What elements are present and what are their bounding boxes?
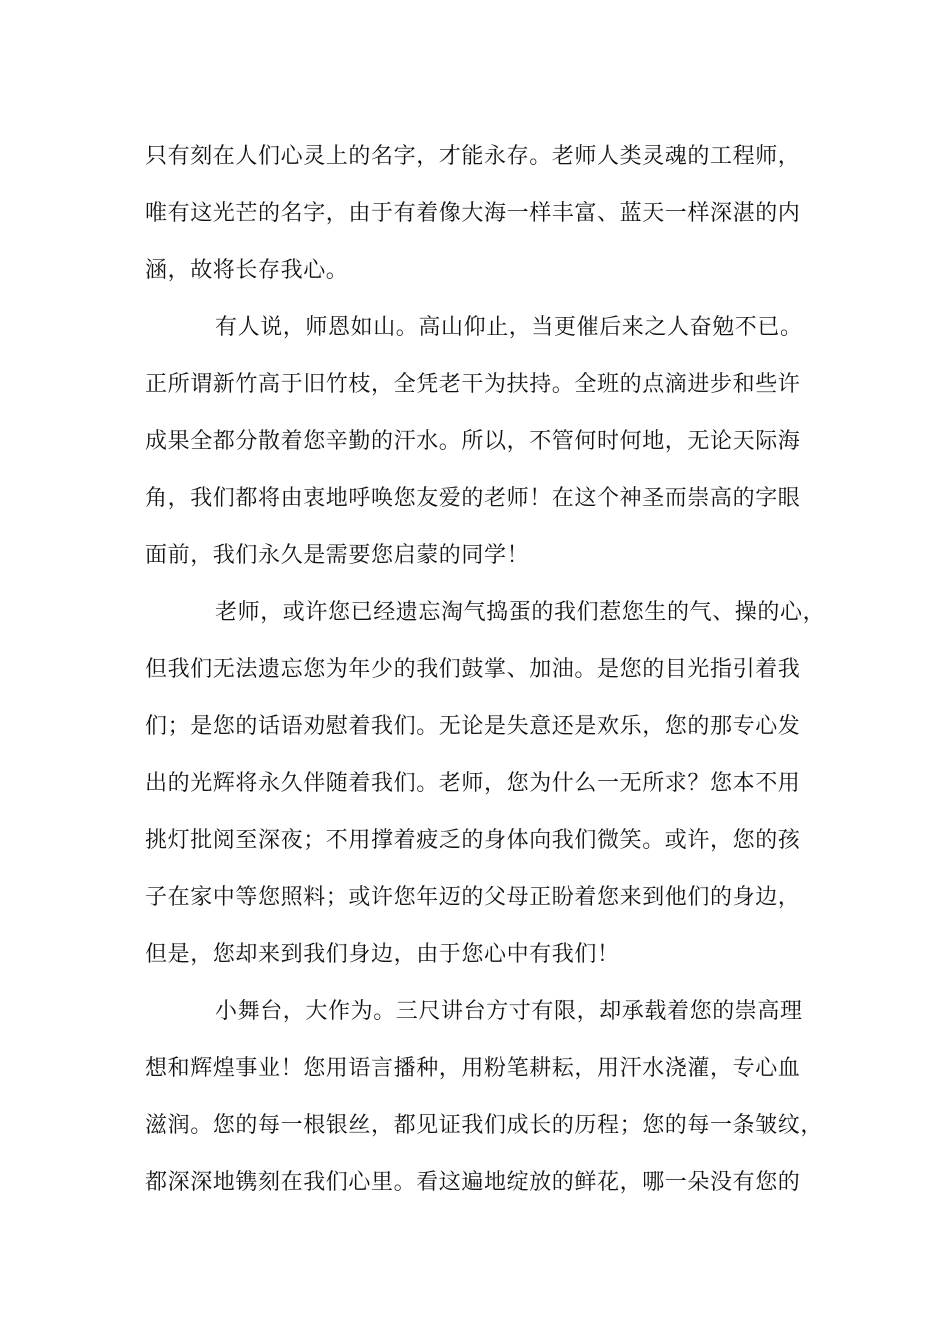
document-body: [145, 128, 835, 1211]
text-line: 小舞台，大作为。三尺讲台方寸有限，却承载着您的崇高理: [215, 999, 803, 1024]
paragraph-1: [145, 128, 835, 299]
text-line: 但我们无法遗忘您为年少的我们鼓掌、加油。是您的目光指引着我: [145, 657, 801, 682]
text-line: 有人说，师恩如山。高山仰止，当更催后来之人奋勉不已。: [215, 315, 803, 340]
text-line: 唯有这光芒的名字，由于有着像大海一样丰富、蓝天一样深湛的内: [145, 201, 801, 226]
text-line: 们；是您的话语劝慰着我们。无论是失意还是欢乐，您的那专心发: [145, 714, 801, 739]
text-line: 正所谓新竹高于旧竹枝，全凭老干为扶持。全班的点滴进步和些许: [145, 372, 801, 397]
text-line: 面前，我们永久是需要您启蒙的同学！: [145, 543, 530, 568]
text-line: 老师，或许您已经遗忘淘气捣蛋的我们惹您生的气、操的心，: [215, 600, 826, 625]
text-line: 挑灯批阅至深夜；不用撑着疲乏的身体向我们微笑。或许，您的孩: [145, 828, 801, 853]
text-line: 成果全都分散着您辛勤的汗水。所以，不管何时何地，无论天际海: [145, 429, 801, 454]
text-line: 想和辉煌事业！您用语言播种，用粉笔耕耘，用汗水浇灌，专心血: [145, 1056, 801, 1081]
text-line: 但是，您却来到我们身边，由于您心中有我们！: [145, 942, 620, 967]
paragraph-4: [145, 983, 835, 1211]
text-line: 出的光辉将永久伴随着我们。老师，您为什么一无所求？您本不用: [145, 771, 801, 796]
text-line: 滋润。您的每一根银丝，都见证我们成长的历程；您的每一条皱纹，: [145, 1113, 824, 1138]
text-line: 角，我们都将由衷地呼唤您友爱的老师！在这个神圣而崇高的字眼: [145, 486, 801, 511]
text-line: 涵，故将长存我心。: [145, 258, 349, 283]
text-line: 子在家中等您照料；或许您年迈的父母正盼着您来到他们的身边，: [145, 885, 801, 910]
text-line: 都深深地镌刻在我们心里。看这遍地绽放的鲜花，哪一朵没有您的: [145, 1170, 801, 1195]
text-line: 只有刻在人们心灵上的名字，才能永存。老师人类灵魂的工程师，: [145, 144, 801, 169]
paragraph-2: [145, 299, 835, 584]
paragraph-3: [145, 584, 835, 983]
